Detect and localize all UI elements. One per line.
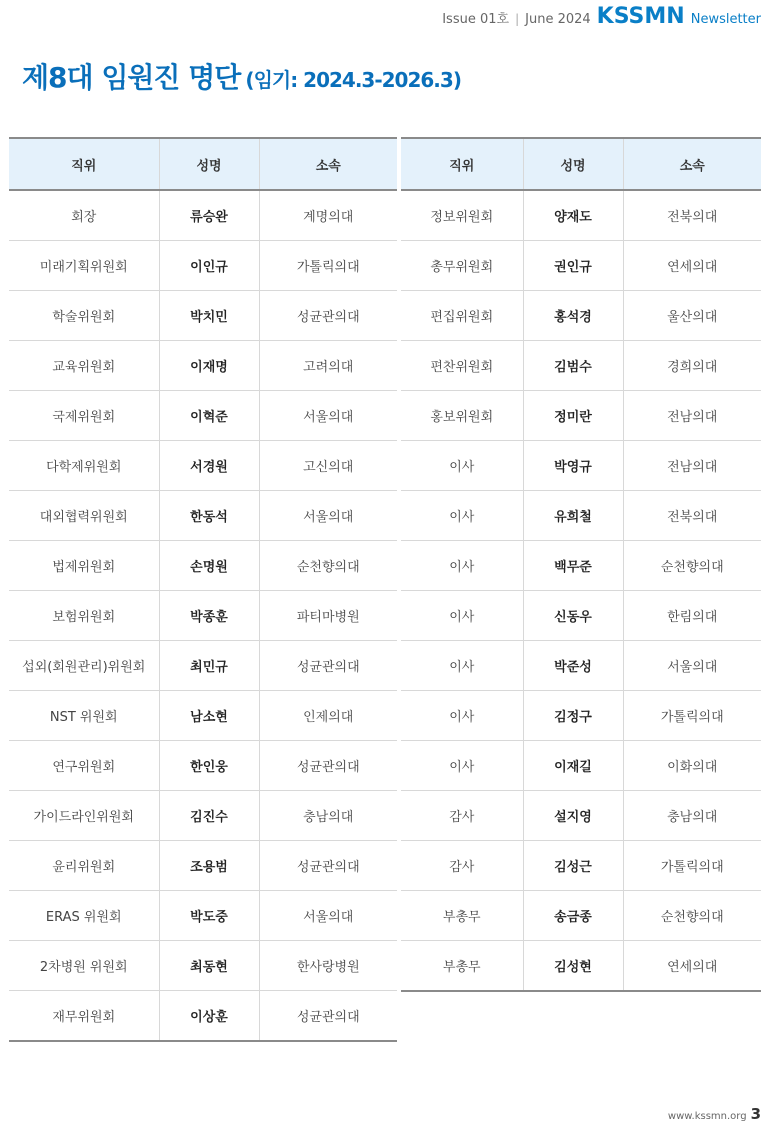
position-cell: 국제위원회 <box>9 391 159 441</box>
affiliation-cell: 고신의대 <box>259 441 397 491</box>
name-cell: 한인웅 <box>159 741 259 791</box>
table-row <box>9 241 397 291</box>
table-row <box>401 291 761 341</box>
table-row <box>401 591 761 641</box>
position-cell: 총무위원회 <box>401 241 523 291</box>
name-cell: 홍석경 <box>523 291 623 341</box>
affiliation-cell: 이화의대 <box>623 741 761 791</box>
issue-date: June 2024 <box>525 12 591 27</box>
column-header: 소속 <box>259 138 397 190</box>
table-row <box>401 741 761 791</box>
position-cell: 부총무 <box>401 891 523 941</box>
position-cell: 이사 <box>401 591 523 641</box>
table-row <box>9 891 397 941</box>
table-row <box>9 541 397 591</box>
position-cell: 편찬위원회 <box>401 341 523 391</box>
position-cell: 대외협력위원회 <box>9 491 159 541</box>
name-cell: 최민규 <box>159 641 259 691</box>
affiliation-cell: 가톨릭의대 <box>259 241 397 291</box>
name-cell: 송금종 <box>523 891 623 941</box>
table-row <box>401 891 761 941</box>
name-cell: 신동우 <box>523 591 623 641</box>
position-cell: 미래기획위원회 <box>9 241 159 291</box>
name-cell: 손명원 <box>159 541 259 591</box>
name-cell: 김범수 <box>523 341 623 391</box>
table-row <box>9 591 397 641</box>
position-cell: 윤리위원회 <box>9 841 159 891</box>
column-header: 성명 <box>159 138 259 190</box>
affiliation-cell: 성균관의대 <box>259 991 397 1042</box>
issue-label: Issue 01호 <box>442 12 510 27</box>
table-row <box>9 190 397 241</box>
affiliation-cell: 한림의대 <box>623 591 761 641</box>
table-row <box>401 691 761 741</box>
table-row <box>401 341 761 391</box>
name-cell: 서경원 <box>159 441 259 491</box>
position-cell: 재무위원회 <box>9 991 159 1042</box>
position-cell: NST 위원회 <box>9 691 159 741</box>
name-cell: 한동석 <box>159 491 259 541</box>
position-cell: 2차병원 위원회 <box>9 941 159 991</box>
affiliation-cell: 계명의대 <box>259 190 397 241</box>
position-cell: 교육위원회 <box>9 341 159 391</box>
table-row <box>9 341 397 391</box>
table-row <box>9 441 397 491</box>
position-cell: 편집위원회 <box>401 291 523 341</box>
name-cell: 이재길 <box>523 741 623 791</box>
affiliation-cell: 성균관의대 <box>259 741 397 791</box>
affiliation-cell: 서울의대 <box>259 491 397 541</box>
affiliation-cell: 전남의대 <box>623 441 761 491</box>
table-row <box>9 741 397 791</box>
header-separator: | <box>515 12 520 26</box>
table-row <box>401 241 761 291</box>
table-row <box>401 641 761 691</box>
affiliation-cell: 순천향의대 <box>259 541 397 591</box>
name-cell: 유희철 <box>523 491 623 541</box>
position-cell: 이사 <box>401 491 523 541</box>
name-cell: 박준성 <box>523 641 623 691</box>
affiliation-cell: 성균관의대 <box>259 291 397 341</box>
affiliation-cell: 연세의대 <box>623 941 761 992</box>
table-row <box>9 841 397 891</box>
affiliation-cell: 인제의대 <box>259 691 397 741</box>
name-cell: 이재명 <box>159 341 259 391</box>
table-row <box>401 541 761 591</box>
name-cell: 박종훈 <box>159 591 259 641</box>
affiliation-cell: 충남의대 <box>623 791 761 841</box>
position-cell: 법제위원회 <box>9 541 159 591</box>
position-cell: 보험위원회 <box>9 591 159 641</box>
affiliation-cell: 서울의대 <box>259 391 397 441</box>
name-cell: 백무준 <box>523 541 623 591</box>
name-cell: 박도중 <box>159 891 259 941</box>
position-cell: 이사 <box>401 441 523 491</box>
affiliation-cell: 가톨릭의대 <box>623 691 761 741</box>
officers-table-left <box>9 137 397 1042</box>
column-header: 직위 <box>9 138 159 190</box>
position-cell: 회장 <box>9 190 159 241</box>
top-bar <box>442 4 761 29</box>
affiliation-cell: 순천향의대 <box>623 541 761 591</box>
affiliation-cell: 한사랑병원 <box>259 941 397 991</box>
table-row <box>9 291 397 341</box>
table-row <box>9 791 397 841</box>
affiliation-cell: 충남의대 <box>259 791 397 841</box>
affiliation-cell: 전북의대 <box>623 190 761 241</box>
column-header: 성명 <box>523 138 623 190</box>
page-title-main: 제8대 임원진 명단 <box>22 61 241 94</box>
affiliation-cell: 전남의대 <box>623 391 761 441</box>
position-cell: 연구위원회 <box>9 741 159 791</box>
name-cell: 이상훈 <box>159 991 259 1042</box>
position-cell: 정보위원회 <box>401 190 523 241</box>
newsletter-label: Newsletter <box>690 12 761 27</box>
brand-logo: KSSMN <box>596 4 685 29</box>
table-row <box>9 691 397 741</box>
table-row <box>401 391 761 441</box>
affiliation-cell: 성균관의대 <box>259 641 397 691</box>
table-row <box>9 391 397 441</box>
name-cell: 조용범 <box>159 841 259 891</box>
affiliation-cell: 울산의대 <box>623 291 761 341</box>
name-cell: 최동현 <box>159 941 259 991</box>
position-cell: 부총무 <box>401 941 523 992</box>
page-title <box>22 56 461 96</box>
position-cell: 섭외(회원관리)위원회 <box>9 641 159 691</box>
table-row <box>401 190 761 241</box>
position-cell: 홍보위원회 <box>401 391 523 441</box>
name-cell: 정미란 <box>523 391 623 441</box>
table-row <box>401 491 761 541</box>
table-row <box>401 941 761 992</box>
name-cell: 설지영 <box>523 791 623 841</box>
affiliation-cell: 고려의대 <box>259 341 397 391</box>
officers-table-right <box>401 137 761 992</box>
affiliation-cell: 연세의대 <box>623 241 761 291</box>
name-cell: 류승완 <box>159 190 259 241</box>
name-cell: 양재도 <box>523 190 623 241</box>
name-cell: 김정구 <box>523 691 623 741</box>
position-cell: 감사 <box>401 841 523 891</box>
table-row <box>9 991 397 1042</box>
table-row <box>401 441 761 491</box>
affiliation-cell: 가톨릭의대 <box>623 841 761 891</box>
position-cell: 이사 <box>401 741 523 791</box>
name-cell: 이인규 <box>159 241 259 291</box>
name-cell: 김진수 <box>159 791 259 841</box>
position-cell: 학술위원회 <box>9 291 159 341</box>
footer-url: www.kssmn.org <box>667 1111 747 1122</box>
affiliation-cell: 파티마병원 <box>259 591 397 641</box>
name-cell: 박영규 <box>523 441 623 491</box>
table-row <box>401 841 761 891</box>
affiliation-cell: 경희의대 <box>623 341 761 391</box>
position-cell: 다학제위원회 <box>9 441 159 491</box>
column-header: 소속 <box>623 138 761 190</box>
name-cell: 박치민 <box>159 291 259 341</box>
page-footer <box>668 1105 761 1123</box>
position-cell: ERAS 위원회 <box>9 891 159 941</box>
name-cell: 남소현 <box>159 691 259 741</box>
position-cell: 이사 <box>401 691 523 741</box>
page-title-term: (임기: 2024.3-2026.3) <box>245 68 461 92</box>
column-header: 직위 <box>401 138 523 190</box>
name-cell: 김성현 <box>523 941 623 992</box>
affiliation-cell: 순천향의대 <box>623 891 761 941</box>
affiliation-cell: 성균관의대 <box>259 841 397 891</box>
position-cell: 감사 <box>401 791 523 841</box>
affiliation-cell: 서울의대 <box>623 641 761 691</box>
position-cell: 가이드라인위원회 <box>9 791 159 841</box>
affiliation-cell: 전북의대 <box>623 491 761 541</box>
table-row <box>9 491 397 541</box>
table-row <box>9 641 397 691</box>
table-row <box>9 941 397 991</box>
affiliation-cell: 서울의대 <box>259 891 397 941</box>
position-cell: 이사 <box>401 541 523 591</box>
name-cell: 이혁준 <box>159 391 259 441</box>
position-cell: 이사 <box>401 641 523 691</box>
name-cell: 권인규 <box>523 241 623 291</box>
name-cell: 김성근 <box>523 841 623 891</box>
table-row <box>401 791 761 841</box>
page-number: 3 <box>750 1105 761 1123</box>
